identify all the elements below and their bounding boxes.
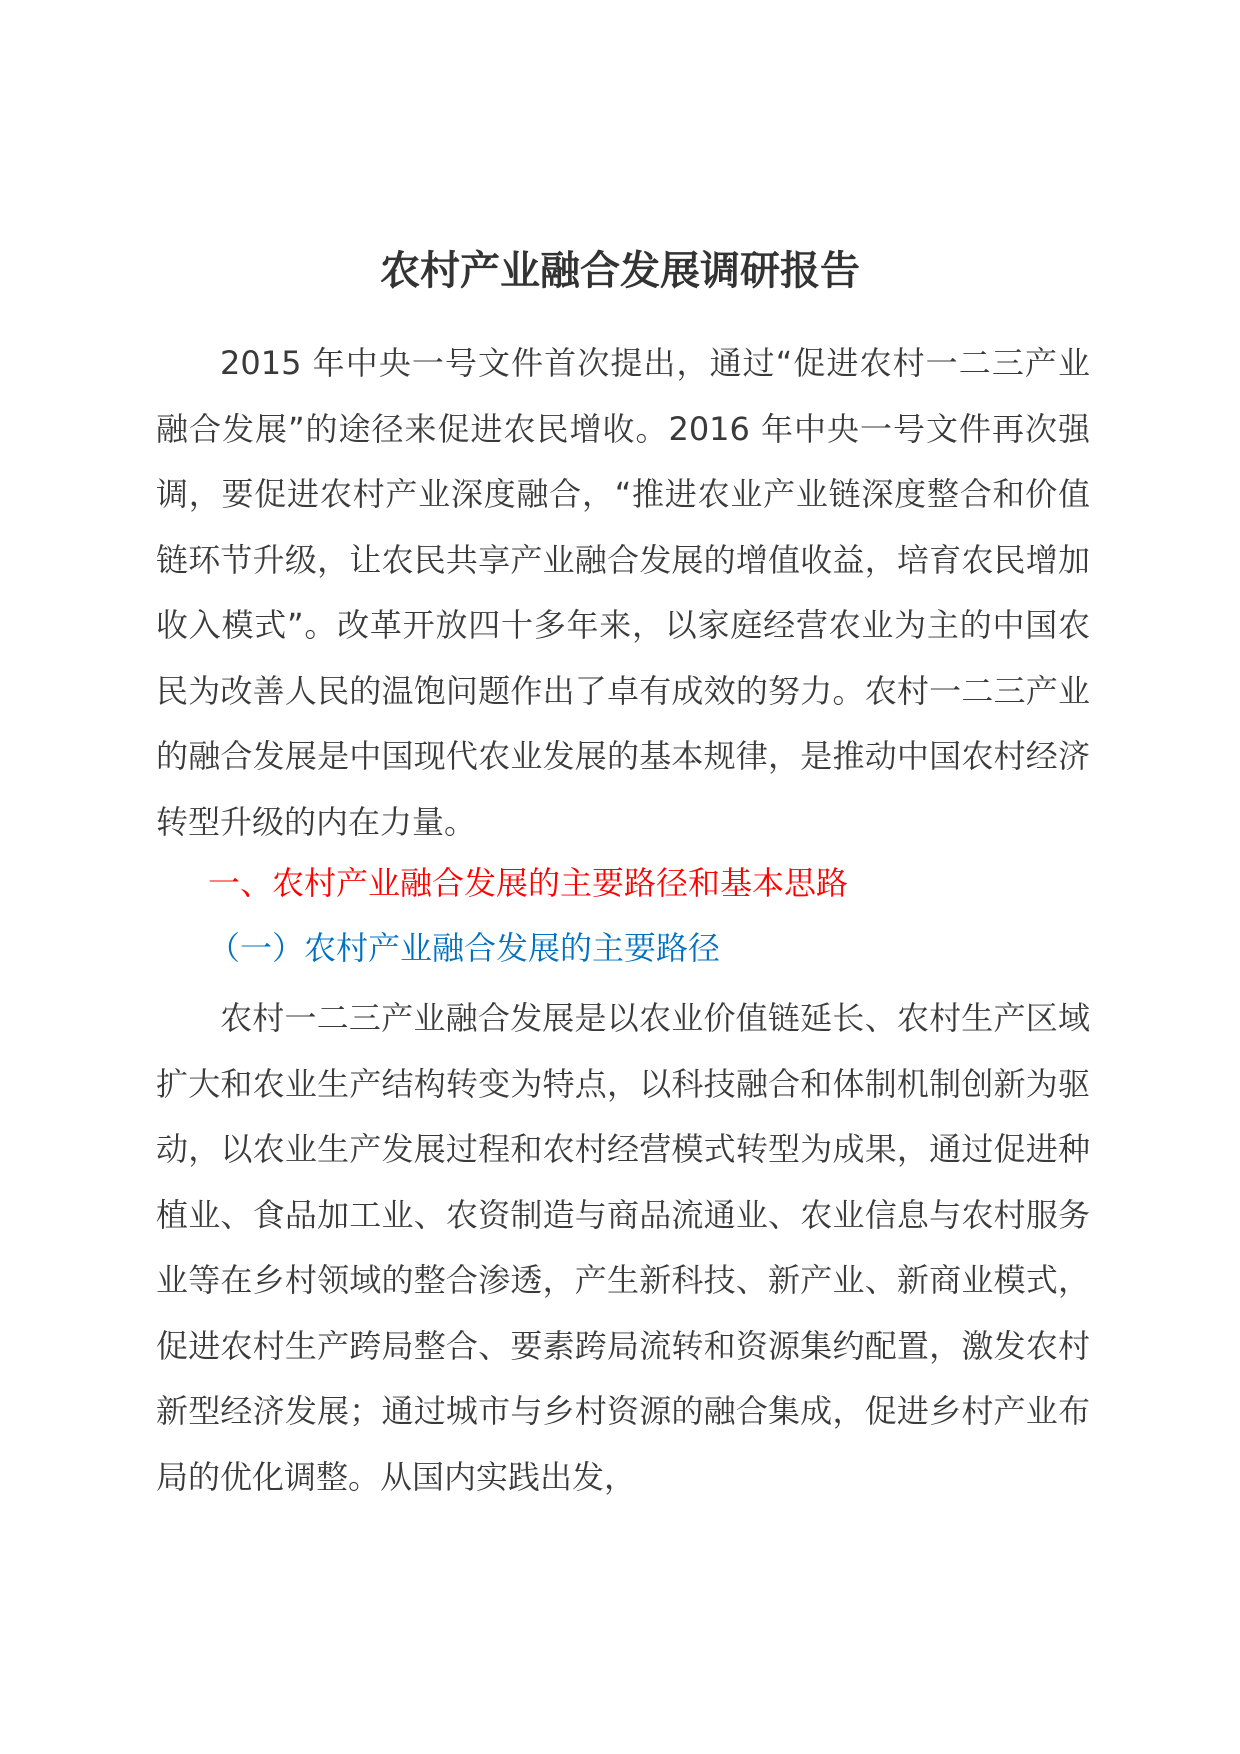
subsection-heading: （一）农村产业融合发展的主要路径	[208, 929, 721, 967]
body-paragraph: 农村一二三产业融合发展是以农业价值链延长、农村生产区域扩大和农业生产结构转变为特点，以科技融合和体制机制创新为驱动，以农业生产发展过程和农村经营模式转型为成果，通过促进种植业、食品加工业、农资制造与商品流通业、农业信息与农村服务业等在乡村领域的整合渗透，产生新科技、新产业、新商业模式，促进农村生产跨局整合、要素跨局流转和资源集约配置，激发农村新型经济发展；通过城市与乡村资源的融合集成，促进乡村产业布局的优化调整。从国内实践出发，	[156, 999, 1090, 1496]
intro-paragraph: 2015 年中央一号文件首次提出，通过“促进农村一二三产业融合发展”的途径来促进农民增收。2016 年中央一号文件再次强调，要促进农村产业深度融合，“推进农业产业链深度整合和价值链环节升级，让农民共享产业融合发展的增值收益，培育农民增加收入模式”。改革开放四十多年来，以家庭经营农业为主的中国农民为改善人民的温饱问题作出了卓有成效的努力。农村一二三产业的融合发展是中国现代农业发展的基本规律，是推动中国农村经济转型升级的内在力量。	[156, 344, 1090, 841]
document-title: 农村产业融合发展调研报告	[380, 248, 860, 294]
section-heading: 一、农村产业融合发展的主要路径和基本思路	[208, 864, 849, 902]
